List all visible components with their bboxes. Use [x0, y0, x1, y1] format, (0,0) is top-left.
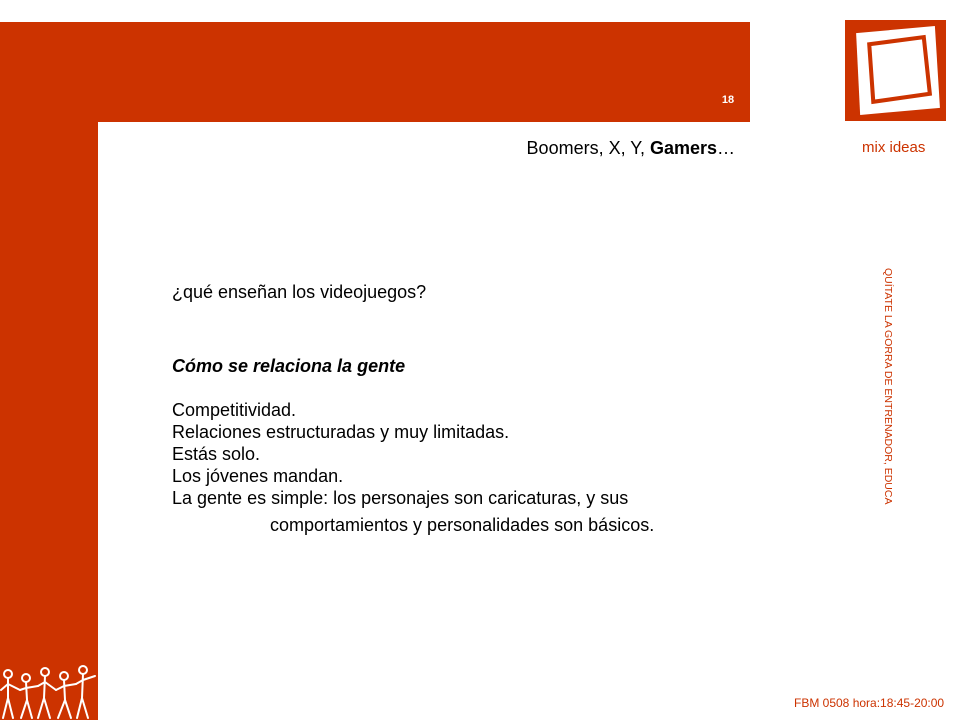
footer-text: FBM 0508 hora:18:45-20:00: [794, 696, 945, 710]
top-accent-band: [0, 22, 750, 122]
slide-title: [527, 137, 735, 159]
mix-ideas-logo: [845, 20, 946, 121]
point-item: Competitividad.: [172, 400, 297, 420]
slide-title-bold: Gamers: [649, 138, 717, 158]
vertical-tagline: QUÍTATE LA GORRA DE ENTRENADOR, EDUCA: [882, 268, 894, 505]
people-frieze-icon: [0, 660, 98, 720]
point-item: Estás solo.: [172, 444, 261, 464]
section-heading: Cómo se relaciona la gente: [172, 356, 406, 376]
page-number: 18: [721, 94, 735, 106]
brand-label: mix ideas: [862, 139, 926, 156]
person-figure: [20, 674, 38, 718]
person-figure: [1, 670, 20, 718]
question-line: ¿qué enseñan los videojuegos?: [172, 282, 427, 302]
point-item: Los jóvenes mandan.: [172, 466, 344, 486]
logo-icon: [845, 20, 946, 121]
slide-title-suffix: …: [717, 138, 735, 158]
person-figure: [76, 666, 95, 718]
left-accent-bar: [0, 22, 98, 720]
person-figure: [56, 672, 76, 718]
person-figure: [38, 668, 56, 718]
point-item: La gente es simple: los personajes son caricaturas, y sus: [172, 488, 629, 508]
points-list: [172, 399, 628, 509]
point-continuation: comportamientos y personalidades son básicos.: [270, 515, 655, 535]
slide-title-regular: Boomers, X, Y,: [526, 138, 650, 158]
point-item: Relaciones estructuradas y muy limitadas.: [172, 422, 510, 442]
